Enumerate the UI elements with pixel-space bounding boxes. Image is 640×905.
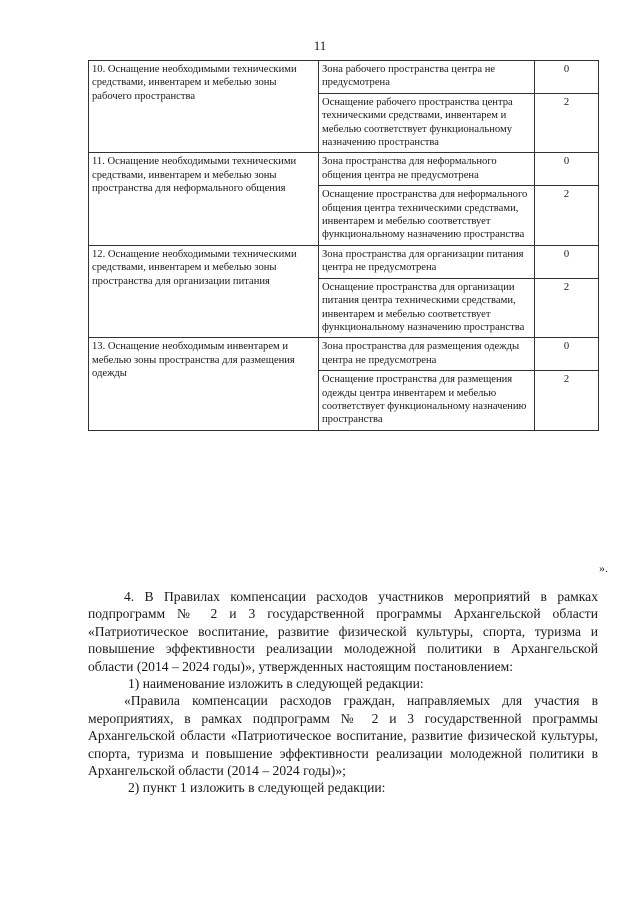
table-row [89,61,599,94]
criterion-cell: 13. Оснащение необходимым инвентарем и мебелью зоны пространства для размещения одежды [89,338,319,430]
body-text [88,588,598,797]
criterion-cell: 10. Оснащение необходимыми техническими средствами, инвентарем и мебелью зоны рабочего пространства [89,61,319,153]
score-cell: 2 [535,371,599,431]
option-cell: Оснащение пространства для организации питания центра техническими средствами, инвентарем и мебелью соответствует функциональному назначению пространства [319,278,535,338]
option-cell: Оснащение рабочего пространства центра техническими средствами, инвентарем и мебелью соответствует функциональному назначению пространства [319,93,535,153]
score-cell: 0 [535,245,599,278]
closing-quote: ». [599,561,608,575]
criterion-cell: 11. Оснащение необходимыми техническими средствами, инвентарем и мебелью зоны пространства для неформального общения [89,153,319,245]
option-cell: Зона пространства для организации питания центра не предусмотрена [319,245,535,278]
paragraph-subitem-2: 2) пункт 1 изложить в следующей редакции: [128,780,386,796]
option-cell: Зона пространства для размещения одежды центра не предусмотрена [319,338,535,371]
paragraph-subitem-1: 1) наименование изложить в следующей редакции: [128,676,424,692]
score-cell: 2 [535,186,599,246]
score-cell: 0 [535,61,599,94]
criteria-table [88,60,599,431]
score-cell: 2 [535,278,599,338]
option-cell: Зона рабочего пространства центра не предусмотрена [319,61,535,94]
table-row [89,153,599,186]
score-cell: 2 [535,93,599,153]
option-cell: Оснащение пространства для неформального общения центра техническими средствами, инвентарем и мебелью соответствует функциональному назначению пространства [319,186,535,246]
paragraph-quote: «Правила компенсации расходов граждан, направляемых для участия в мероприятиях, в рамках подпрограмм № 2 и 3 государственной программы Архангельской области «Патриотическое воспитание, развитие физической культуры, спорта, туризма и повышение эффективности реализации молодежной политики в Архангельской области (2014 – 2024 годы)»; [88,693,598,779]
option-cell: Оснащение пространства для размещения одежды центра инвентарем и мебелью соответствует функциональному назначению пространства [319,371,535,431]
table-row [89,245,599,278]
criterion-cell: 12. Оснащение необходимыми техническими средствами, инвентарем и мебелью зоны пространства для организации питания [89,245,319,337]
score-cell: 0 [535,338,599,371]
score-cell: 0 [535,153,599,186]
table-row [89,338,599,371]
option-cell: Зона пространства для неформального общения центра не предусмотрена [319,153,535,186]
paragraph-item-4: 4. В Правилах компенсации расходов участников мероприятий в рамках подпрограмм № 2 и 3 государственной программы Архангельской области «Патриотическое воспитание, развитие физической культуры, спорта, туризма и повышение эффективности реализации молодежной политики в Архангельской области (2014 – 2024 годы)», утвержденных настоящим постановлением: [88,589,598,674]
page-number: 11 [313,38,327,53]
